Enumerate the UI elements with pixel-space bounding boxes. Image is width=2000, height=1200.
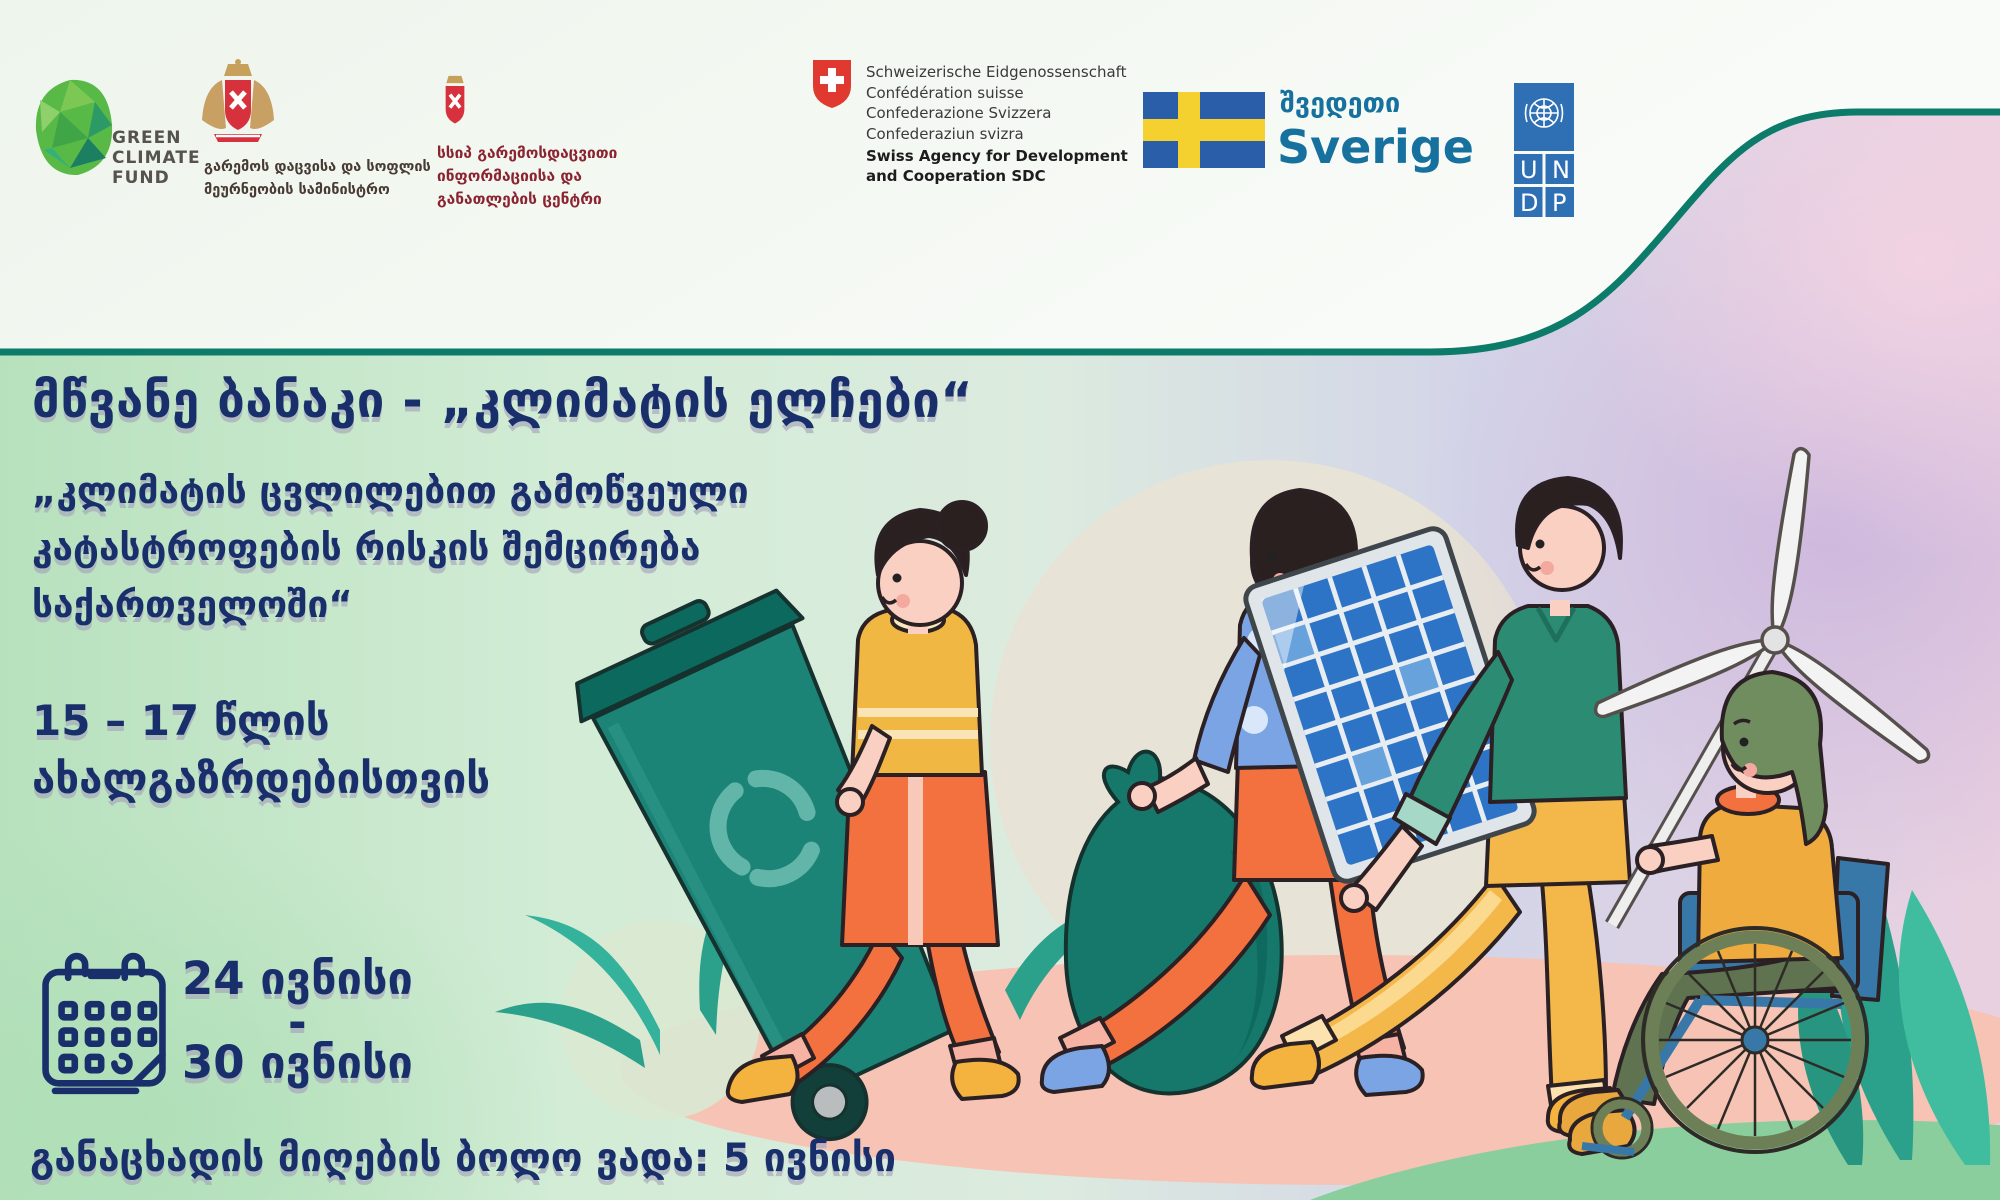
sweden-latin-label: Sverige: [1277, 120, 1474, 174]
calendar-icon: [38, 948, 170, 1098]
date-start: 24 ივნისი: [182, 952, 413, 1005]
sdc-logo-text: Schweizerische Eidgenossenschaft Confédération suisse Confederazione Svizzera Confederaziun svizra: [866, 63, 1127, 143]
eiec-logo-text: სსიპ გარემოსდაცვითი ინფორმაციისა და განათლების ცენტრი: [437, 144, 618, 208]
date-end: 30 ივნისი: [182, 1036, 413, 1089]
project-subtitle: „კლიმატის ცვლილებით გამოწვეული კატასტროფების რისკის შემცირება საქართველოში“: [32, 469, 749, 626]
page-title: მწვანე ბანაკი - „კლიმატის ელჩები“: [32, 372, 974, 429]
sdc-agency-text: Swiss Agency for Development and Cooperation SDC: [866, 147, 1128, 185]
audience-age: 15 – 17 წლის ახალგაზრდებისთვის: [32, 696, 491, 803]
sweden-flag-icon: [1143, 92, 1265, 168]
eiec-emblem-icon: [446, 76, 465, 124]
application-deadline: განაცხადის მიღების ბოლო ვადა: 5 ივნისი: [30, 1136, 896, 1181]
ministry-logo-text: გარემოს დაცვისა და სოფლის მეურნეობის სამინისტრო: [204, 159, 431, 198]
gcf-logo-text: GREEN CLIMATE FUND: [112, 128, 201, 188]
undp-letters: U N D P: [1520, 156, 1570, 217]
sweden-georgian-label: შვედეთი: [1280, 88, 1401, 119]
date-separator: -: [288, 996, 307, 1049]
gcf-logo-icon: [36, 80, 112, 175]
